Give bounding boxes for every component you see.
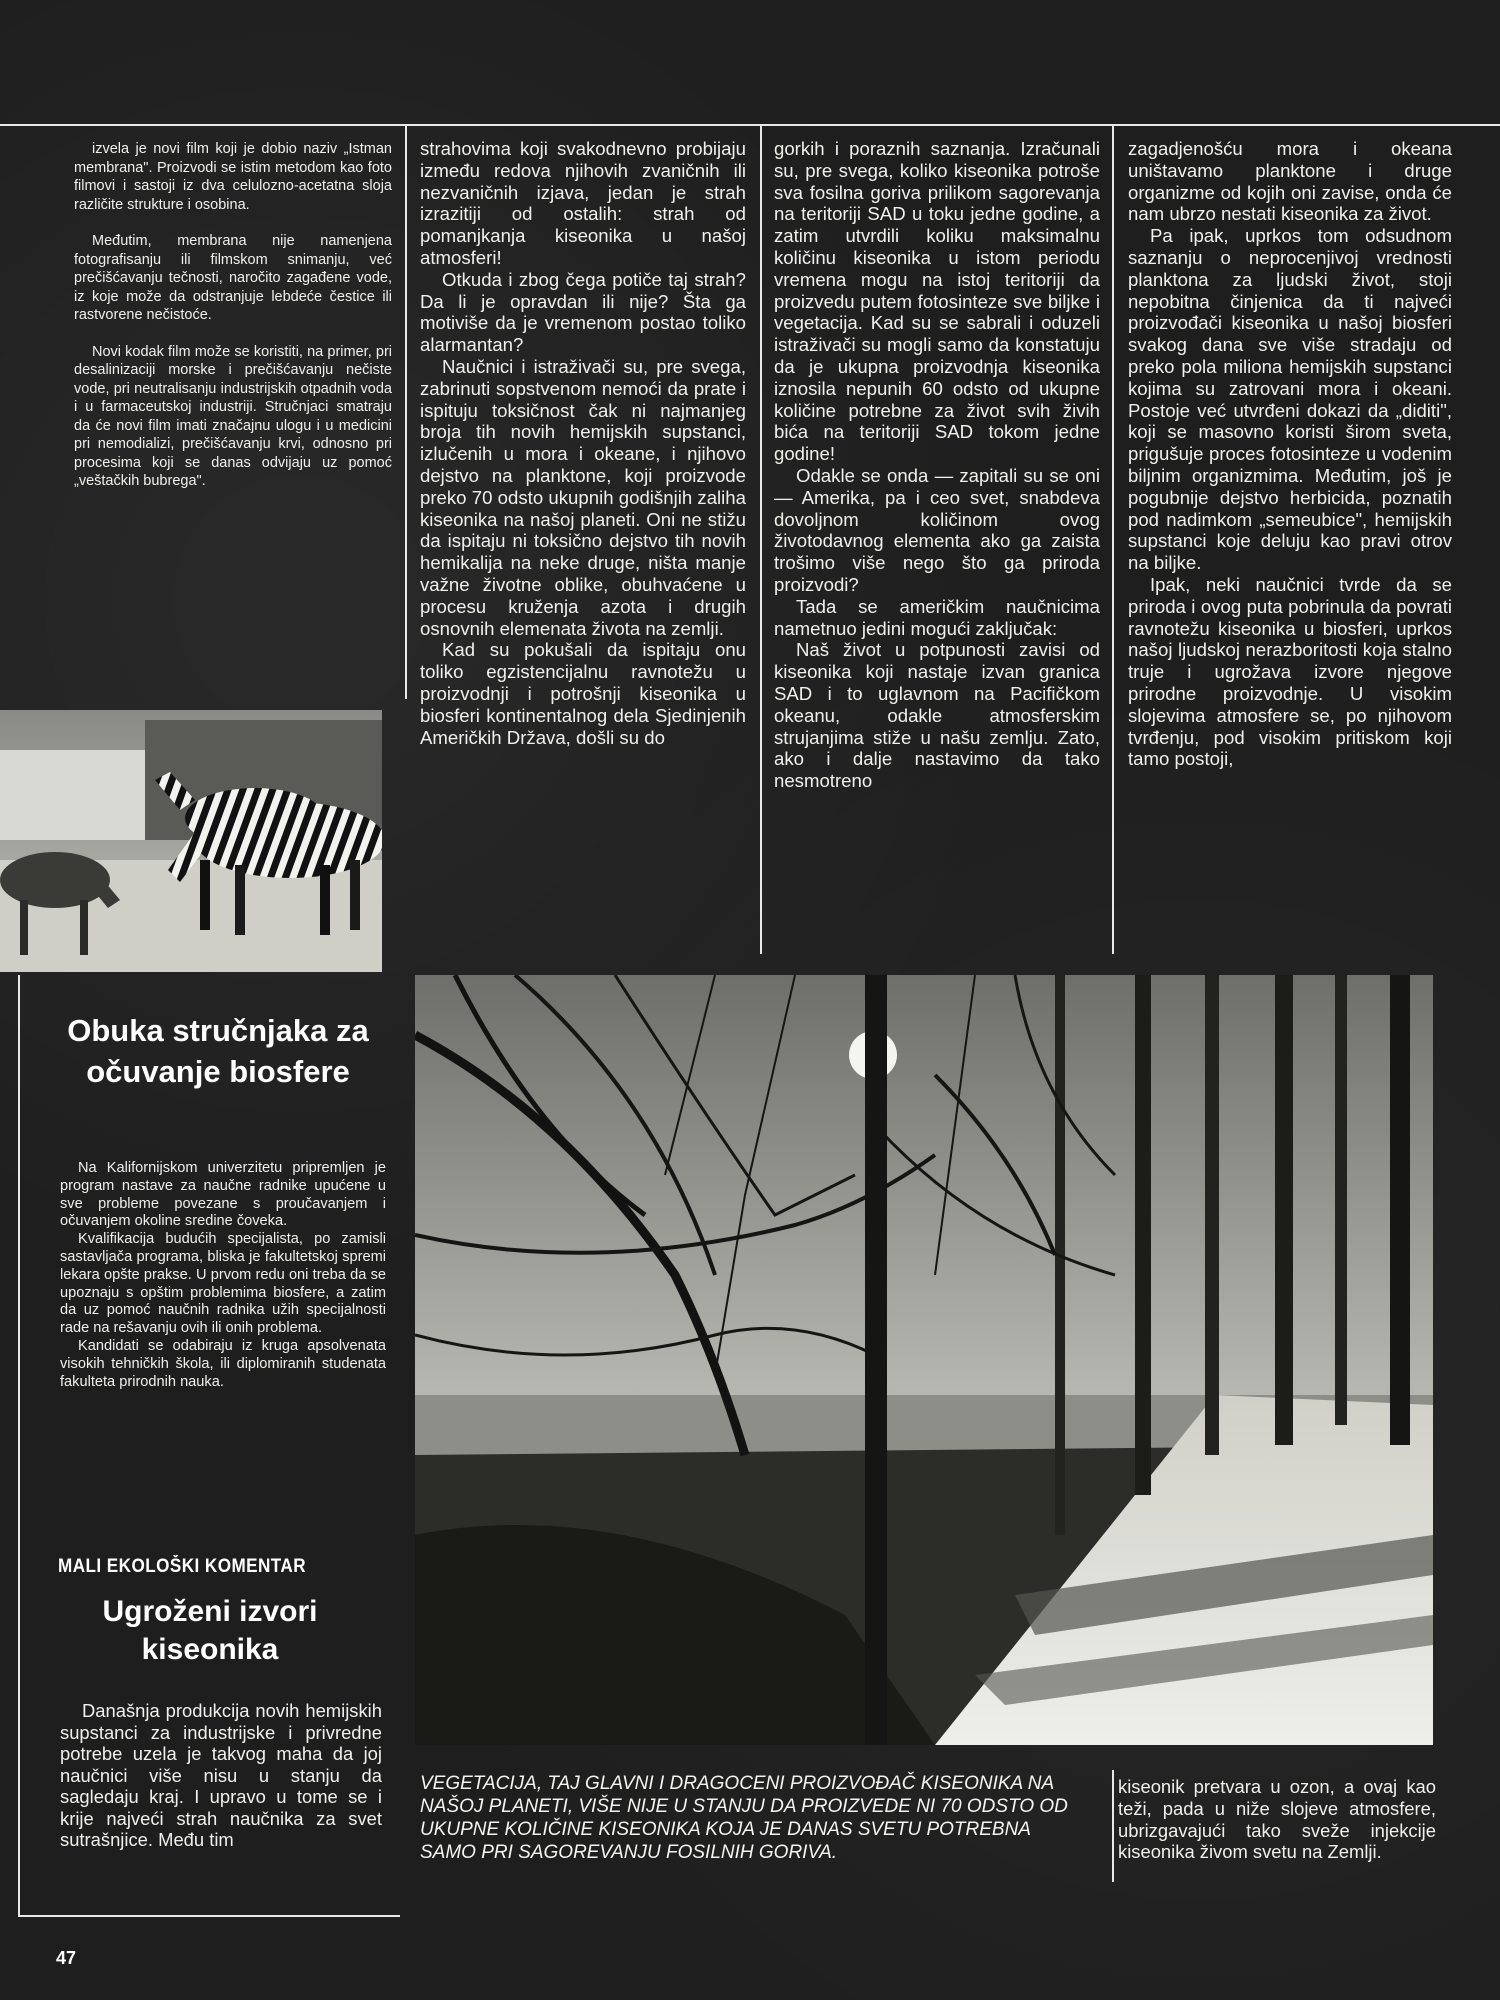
- column-rule-1: [405, 124, 407, 699]
- column-1-paragraph: izvela je novi film koji je dobio naziv „Istman membrana". Proizvodi se istim metodom kao foto filmovi i sastoji iz dva celulozno-acetatna sloja različite strukture i osobina.: [74, 141, 392, 213]
- photo-caption: VEGETACIJA, TAJ GLAVNI I DRAGOCENI PROIZVOĐAČ KISEONIKA NA NAŠOJ PLANETI, VIŠE NIJE U STANJU DA PROIZVEDE NI 70 ODSTO OD UKUPNE KOLIČINE KISEONIKA KOJA JE DANAS SVETU POTREBNA SAMO PRI SAGOREVANJU FOSILNIH GORIVA.: [420, 1773, 1068, 1863]
- column-1-paragraph: Novi kodak film može se koristiti, na primer, pri desalinizaciji morske i prečišćavanju nečiste vode, pri neutralisanju industrijskih otpadnih voda i u farmaceutskoj industriji. Stručnjaci smatraju da će novi film imati značajnu ulogu i u medicini pri nemodializi, prečišćavanju krvi, odnosno pri procesima koji se danas odvijaju uz pomoć „veštačkih bubrega".: [74, 343, 392, 489]
- article-intro: [60, 1700, 382, 1900]
- sidebar-paragraph: Na Kalifornijskom univerzitetu pripremljen je program nastave za naučne radnike upućene u sve probleme povezane s proučavanjem i očuvanjem okoline sredine čoveka.: [60, 1160, 386, 1230]
- column-3-paragraph: Tada se američkim naučnicima nametnuo jedini mogući zaključak:: [774, 595, 1100, 639]
- column-4-paragraph: Ipak, neki naučnici tvrde da se priroda i ovog puta pobrinula da povrati ravnotežu kiseonika u biosferi, uprkos našoj ljudskoj nerazboritosti koja stalno truje i ugrožava izvore njegove prirodne proizvodnje. U visokim slojevima atmosfere se, po njihovom tvrđenju, pod visokim pritiskom koji tamo postoji,: [1128, 573, 1452, 770]
- column-rule-3: [1112, 124, 1114, 954]
- column-2-paragraph: strahovima koji svakodnevno probijaju između redova njihovih zvaničnih ili nezvaničnih izjava, jedan je strah izrazitiji od ostalih: strah od pomanjkanja kiseonika u našoj atmosferi!: [420, 138, 746, 268]
- article-ending-text: kiseonik pretvara u ozon, a ovaj kao teži, pada u niže slojeve atmosfere, ubrizgavajući tako sveže injekcije kiseonika živom svetu na Zemlji.: [1118, 1776, 1436, 1863]
- bottom-rule: [18, 1915, 400, 1917]
- article-column-3: [774, 138, 1100, 950]
- sidebar-title: Obuka stručnjaka za očuvanje biosfere: [67, 1013, 369, 1089]
- article-ending: [1118, 1776, 1436, 1886]
- column-4-paragraph: zagadjenošću mora i okeana uništavamo planktone i druge organizme od kojih oni zavise, onda će nam ubrzo nestati kiseonika za život.: [1128, 138, 1452, 225]
- zebra-photo: [0, 710, 382, 972]
- sidebar-paragraph: Kandidati se odabiraju iz kruga apsolvenata visokih tehničkih škola, ili diplomiranih studenata fakulteta prirodnih nauka.: [60, 1337, 386, 1390]
- column-3-paragraph: Odakle se onda — zapitali su se oni — Amerika, pa i ceo svet, snabdeva dovoljnom količinom ovog životodavnog elementa ako ga zaista trošimo više nego što ga priroda proizvodi?: [774, 464, 1100, 595]
- column-rule-2: [760, 124, 762, 954]
- article-column-4: [1128, 138, 1452, 950]
- sidebar-left-rule: [18, 975, 20, 1915]
- article-title: Ugroženi izvori kiseonika: [102, 1595, 318, 1666]
- column-3-paragraph: Naš život u potpunosti zavisi od kiseonika koji nastaje izvan granica SAD i to uglavnom na Pacifičkom okeanu, odakle atmosferskim strujanjima stiže u našu zemlju. Zato, ako i dalje nastavimo da tako nesmotreno: [774, 639, 1100, 792]
- sidebar-paragraph: Kvalifikacija budućih specijalista, po zamisli sastavljača programa, bliska je fakultetskoj spremi lekara opšte prakse. U prvom redu oni treba da se upoznaju s opštim problemima biosfere, a zatim da uz pomoć naučnih radnika užih specijalnosti rade na rešavanju ovih ili onih problema.: [60, 1231, 386, 1337]
- column-2-paragraph: Otkuda i zbog čega potiče taj strah? Da li je opravdan ili nije? Šta ga motiviše da je vremenom postao toliko alarmantan?: [420, 268, 746, 356]
- column-2-paragraph: Kad su pokušali da ispitaju onu toliko egzistencijalnu ravnotežu u proizvodnji i potrošnji kiseonika u biosferi kontinentalnog dela Sjedinjenih Američkih Država, došli su do: [420, 639, 746, 748]
- article-kicker: MALI EKOLOŠKI KOMENTAR: [58, 1556, 307, 1577]
- forest-photo: [415, 975, 1433, 1745]
- forest-photo-illustration: [415, 975, 1433, 1745]
- article-column-2: [420, 138, 746, 950]
- top-rule: [0, 124, 1500, 126]
- sidebar-body: [60, 1160, 386, 1505]
- zebra-photo-illustration: [0, 710, 382, 972]
- article-intro-text: Današnja produkcija novih hemijskih supstanci za industrijske i privredne potrebe uzela je takvog maha da joj naučnici više nisu u stanju da sagledaju kraj. I upravo u tome se i krije najveći strah naučnika za svet sutrašnjice. Među tim: [60, 1700, 382, 1850]
- column-rule-4: [1112, 1770, 1114, 1882]
- column-4-paragraph: Pa ipak, uprkos tom odsudnom saznanju o neprocenjivoj vrednosti planktona za ljudski život, stoji nepobitna činjenica da ti najveći proizvođači kiseonika u našoj biosferi svakog dana sve više stradaju od preko pola miliona hemijskih supstanci kojima su zatrovani mora i okeani. Postoje već utvrđeni dokazi da „diditi", koji se masovno koristi širom sveta, prigušuje proces fotosinteze u vodenim biljnim organizmima. Međutim, još je pogubnije dejstvo herbicida, poznatih pod nadimkom „semeubice", hemijskih supstanci koje deluju kao pravi otrov na biljke.: [1128, 225, 1452, 574]
- column-1-paragraph: Međutim, membrana nije namenjena fotografisanju ili filmskom snimanju, već prečišćavanju tečnosti, naročito zagađene vode, iz koje može da odstranjuje lebdeće čestice ili rastvorene nečistoće.: [74, 233, 392, 323]
- column-1: [74, 140, 392, 705]
- column-2-paragraph: Naučnici i istraživači su, pre svega, zabrinuti sopstvenom nemoći da prate i ispituju toksičnost čak ni najmanjeg broja tih novih hemijskih supstanci, izlučenih u mora i okeane, i njihovo dejstvo na planktone, koji proizvode preko 70 odsto ukupnih godišnjih zaliha kiseonika na našoj planeti. Oni ne stižu da ispitaju ni toksično dejstvo tih novih hemikalija na neke druge, ništa manje važne životne oblike, obuhvaćene u procesu kruženja azota i drugih osnovnih elemenata života na zemlji.: [420, 355, 746, 639]
- column-3-paragraph: gorkih i poraznih saznanja. Izračunali su, pre svega, koliko kiseonika potroše sva fosilna goriva prilikom sagorevanja na teritoriji SAD u toku jedne godine, a zatim utvrdili koliku maksimalnu količinu kiseonika u istom periodu vremena mogu na istoj teritoriji da proizvedu putem fotosinteze sve biljke i vegetacija. Kad su se sabrali i oduzeli istraživači su mogli samo da konstatuju da je ukupna proizvodnja kiseonika iznosila nepunih 60 odsto od ukupne količine potrebne za život svih živih bića na teritoriji SAD tokom jedne godine!: [774, 138, 1100, 465]
- page-number: 47: [56, 1948, 77, 1968]
